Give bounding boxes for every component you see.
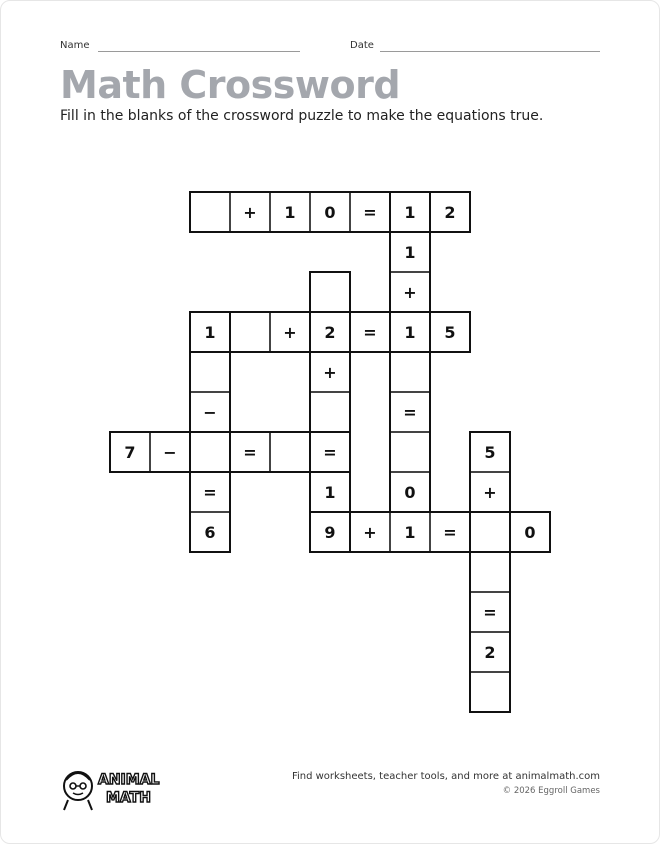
blank-cell[interactable] <box>310 392 350 432</box>
crossword-cell: + <box>310 352 350 392</box>
crossword-cell: 5 <box>470 432 510 472</box>
name-label: Name <box>60 40 90 51</box>
crossword-cell: + <box>230 192 270 232</box>
blank-cell[interactable] <box>190 352 230 392</box>
crossword-cell: + <box>470 472 510 512</box>
crossword-cell: = <box>310 432 350 472</box>
crossword-cell: − <box>190 392 230 432</box>
crossword-cell: − <box>150 432 190 472</box>
crossword-cell: 1 <box>310 472 350 512</box>
blank-cell[interactable] <box>470 672 510 712</box>
blank-cell[interactable] <box>470 552 510 592</box>
instructions: Fill in the blanks of the crossword puzzle to make the equations true. <box>60 108 544 124</box>
blank-cell[interactable] <box>190 432 230 472</box>
blank-cell[interactable] <box>190 192 230 232</box>
crossword-cell: = <box>350 312 390 352</box>
crossword-cell: 1 <box>270 192 310 232</box>
blank-cell[interactable] <box>230 312 270 352</box>
crossword-cell: 0 <box>390 472 430 512</box>
svg-text:ANIMAL: ANIMAL <box>98 772 160 788</box>
crossword-cell: = <box>190 472 230 512</box>
date-label: Date <box>350 40 374 51</box>
svg-text:MATH: MATH <box>106 790 151 806</box>
crossword-cell: 2 <box>430 192 470 232</box>
crossword-cell: 2 <box>310 312 350 352</box>
footer-tagline: Find worksheets, teacher tools, and more at animalmath.com <box>291 771 600 782</box>
crossword-cell: = <box>350 192 390 232</box>
crossword-cell: = <box>470 592 510 632</box>
crossword-cell: = <box>390 392 430 432</box>
blank-cell[interactable] <box>390 352 430 392</box>
crossword-cell: 1 <box>390 192 430 232</box>
crossword-cell: 6 <box>190 512 230 552</box>
crossword-cell: 0 <box>510 512 550 552</box>
crossword-cell: = <box>230 432 270 472</box>
crossword-cell: + <box>390 272 430 312</box>
crossword-cell: 0 <box>310 192 350 232</box>
blank-cell[interactable] <box>310 272 350 312</box>
blank-cell[interactable] <box>270 432 310 472</box>
crossword-cell: + <box>270 312 310 352</box>
crossword-cell: 7 <box>110 432 150 472</box>
crossword-cell: = <box>430 512 470 552</box>
crossword-cell: + <box>350 512 390 552</box>
crossword-cell: 1 <box>390 232 430 272</box>
page-title: Math Crossword <box>60 63 401 107</box>
crossword-cell: 2 <box>470 632 510 672</box>
crossword-cell: 1 <box>390 312 430 352</box>
crossword-cell: 1 <box>190 312 230 352</box>
footer-copyright: © 2026 Eggroll Games <box>502 786 600 796</box>
crossword-cell: 1 <box>390 512 430 552</box>
crossword-cell: 5 <box>430 312 470 352</box>
crossword-cell: 9 <box>310 512 350 552</box>
animal-math-logo <box>58 764 178 812</box>
blank-cell[interactable] <box>390 432 430 472</box>
blank-cell[interactable] <box>470 512 510 552</box>
